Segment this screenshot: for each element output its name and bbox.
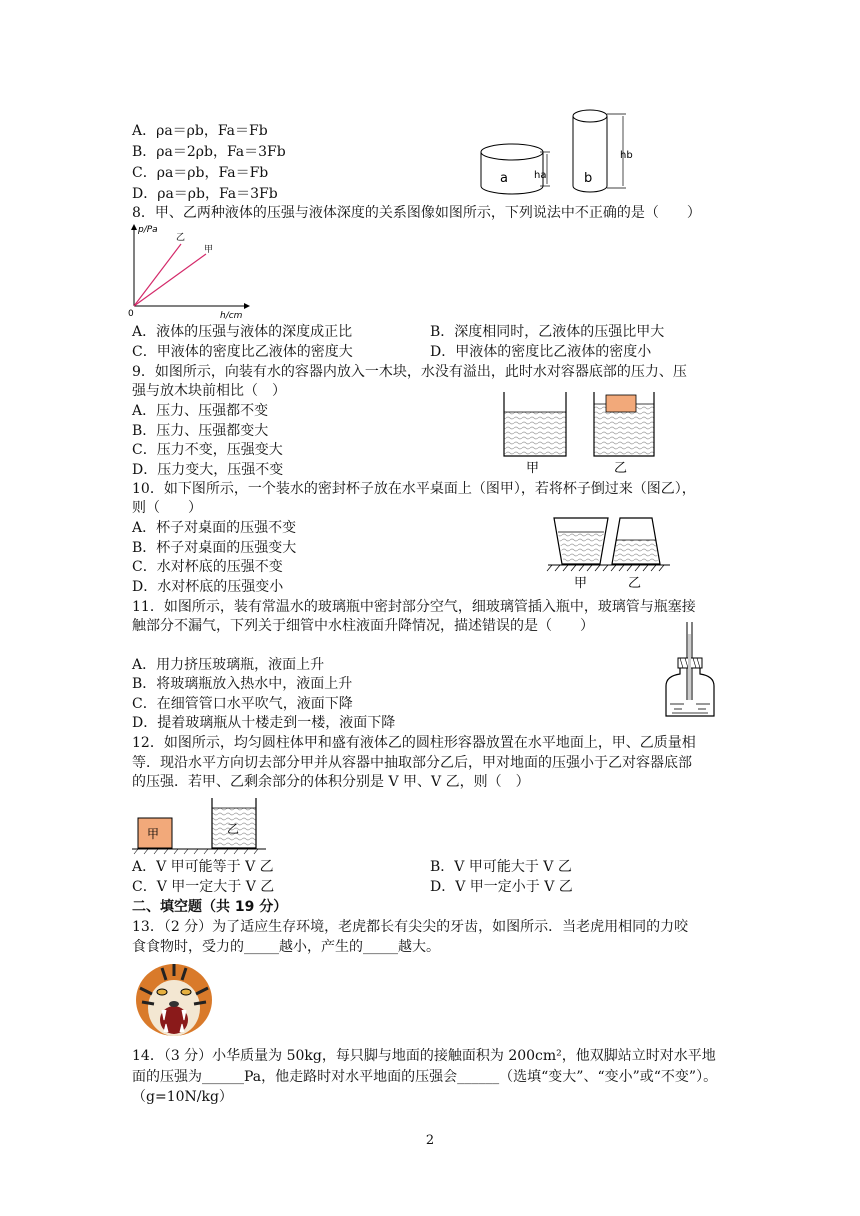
label-b: b <box>584 171 593 186</box>
q12-figure <box>130 796 270 856</box>
q9-label-jia: 甲 <box>526 461 540 476</box>
label-a: a <box>500 171 508 186</box>
q11-stem-line1: 11．如图所示，装有常温水的玻璃瓶中密封部分空气，细玻璃管插入瓶中，玻璃管与瓶塞接 <box>132 599 696 615</box>
label-hb: hb <box>620 150 633 161</box>
q8-option-a: A．液体的压强与液体的深度成正比 <box>132 324 353 340</box>
q7-cylinders-figure <box>470 106 640 198</box>
line-label-yi: 乙 <box>176 233 186 243</box>
q10-label-yi: 乙 <box>628 576 642 591</box>
q10-label-jia: 甲 <box>574 576 588 591</box>
q12-option-d: D．V 甲一定小于 V 乙 <box>430 879 573 895</box>
q11-option-c: C．在细管管口水平吹气，液面下降 <box>132 696 353 712</box>
q14-line1: 14．（3 分）小华质量为 50kg，每只脚与地面的接触面积为 200cm²，他双脚站立时对水平地 <box>132 1048 716 1064</box>
q13-line2: 食食物时，受力的_____越小，产生的_____越大。 <box>132 939 440 955</box>
q11-bottle-figure <box>660 620 720 720</box>
page-number: 2 <box>425 1133 435 1148</box>
q10-option-d: D．水对杯底的压强变小 <box>132 579 284 595</box>
q9-option-d: D．压力变大，压强不变 <box>132 462 284 478</box>
label-ha: ha <box>534 170 547 181</box>
q7-option-c: C．ρa＝ρb，Fa＝Fb <box>132 165 269 181</box>
q12-stem-line3: 的压强．若甲、乙剩余部分的体积分别是 V 甲、V 乙，则（ ） <box>132 774 530 790</box>
q12-option-a: A．V 甲可能等于 V 乙 <box>132 859 274 875</box>
q11-option-b: B．将玻璃瓶放入热水中，液面上升 <box>132 676 353 692</box>
q9-stem-line1: 9．如图所示，向装有水的容器内放入一木块，水没有溢出，此时水对容器底部的压力、压 <box>132 364 687 380</box>
q14-line2: 面的压强为______Pa，他走路时对水平地面的压强会______（选填“变大”、“变小”或“不变”）。 <box>132 1069 718 1085</box>
q9-containers-figure <box>498 390 668 476</box>
q12-label-yi: 乙 <box>227 822 240 836</box>
q8-option-d: D．甲液体的密度比乙液体的密度小 <box>430 344 652 360</box>
q12-option-c: C．V 甲一定大于 V 乙 <box>132 879 275 895</box>
q8-stem: 8．甲、乙两种液体的压强与液体深度的关系图像如图所示，下列说法中不正确的是（ ） <box>132 205 701 221</box>
q10-stem-line2: 则（ ） <box>132 500 202 516</box>
tiger-image <box>132 958 216 1048</box>
q13-line1: 13．（2 分）为了适应生存环境，老虎都长有尖尖的牙齿，如图所示．当老虎用相同的力咬 <box>132 919 689 935</box>
q9-option-c: C．压力不变，压强变大 <box>132 442 283 458</box>
q9-label-yi: 乙 <box>614 461 628 476</box>
q14-line3: （g=10N/kg） <box>132 1089 233 1105</box>
x-axis-label: h/cm <box>220 311 243 321</box>
q8-option-b: B．深度相同时，乙液体的压强比甲大 <box>430 324 665 340</box>
y-axis-label: p/Pa <box>138 225 158 235</box>
q12-option-b: B．V 甲可能大于 V 乙 <box>430 859 572 875</box>
q10-stem-line1: 10．如下图所示，一个装水的密封杯子放在水平桌面上（图甲），若将杯子倒过来（图乙）， <box>132 481 696 497</box>
q12-stem-line2: 等．现沿水平方向切去部分甲并从容器中抽取部分乙后，甲对地面的压强小于乙对容器底部 <box>132 755 692 771</box>
q8-option-c: C．甲液体的密度比乙液体的密度大 <box>132 344 353 360</box>
q7-option-a: A．ρa＝ρb，Fa＝Fb <box>132 123 268 139</box>
q11-stem-line2: 触部分不漏气，下列关于细管中水柱液面升降情况，描述错误的是（ ） <box>132 618 594 634</box>
q9-stem-line2: 强与放木块前相比（ ） <box>132 383 286 399</box>
q11-option-a: A．用力挤压玻璃瓶，液面上升 <box>132 657 325 673</box>
origin-label: 0 <box>128 309 134 319</box>
q12-stem-line1: 12．如图所示，均匀圆柱体甲和盛有液体乙的圆柱形容器放置在水平地面上，甲、乙质量相 <box>132 735 696 751</box>
q7-option-d: D．ρa＝ρb，Fa＝3Fb <box>132 186 278 202</box>
q9-option-a: A．压力、压强都不变 <box>132 403 269 419</box>
q11-option-d: D．提着玻璃瓶从十楼走到一楼，液面下降 <box>132 715 396 731</box>
q9-option-b: B．压力、压强都变大 <box>132 423 269 439</box>
line-label-jia: 甲 <box>204 245 214 255</box>
q10-option-c: C．水对杯底的压强不变 <box>132 559 283 575</box>
q10-option-a: A．杯子对桌面的压强不变 <box>132 520 297 536</box>
q10-option-b: B．杯子对桌面的压强变大 <box>132 540 297 556</box>
q8-pressure-depth-graph <box>126 222 258 322</box>
q7-option-b: B．ρa＝2ρb，Fa＝3Fb <box>132 144 286 160</box>
q10-cups-figure <box>546 512 676 592</box>
q12-label-jia: 甲 <box>147 827 160 841</box>
section-title-fill-in: 二、填空题（共 19 分） <box>132 899 288 915</box>
